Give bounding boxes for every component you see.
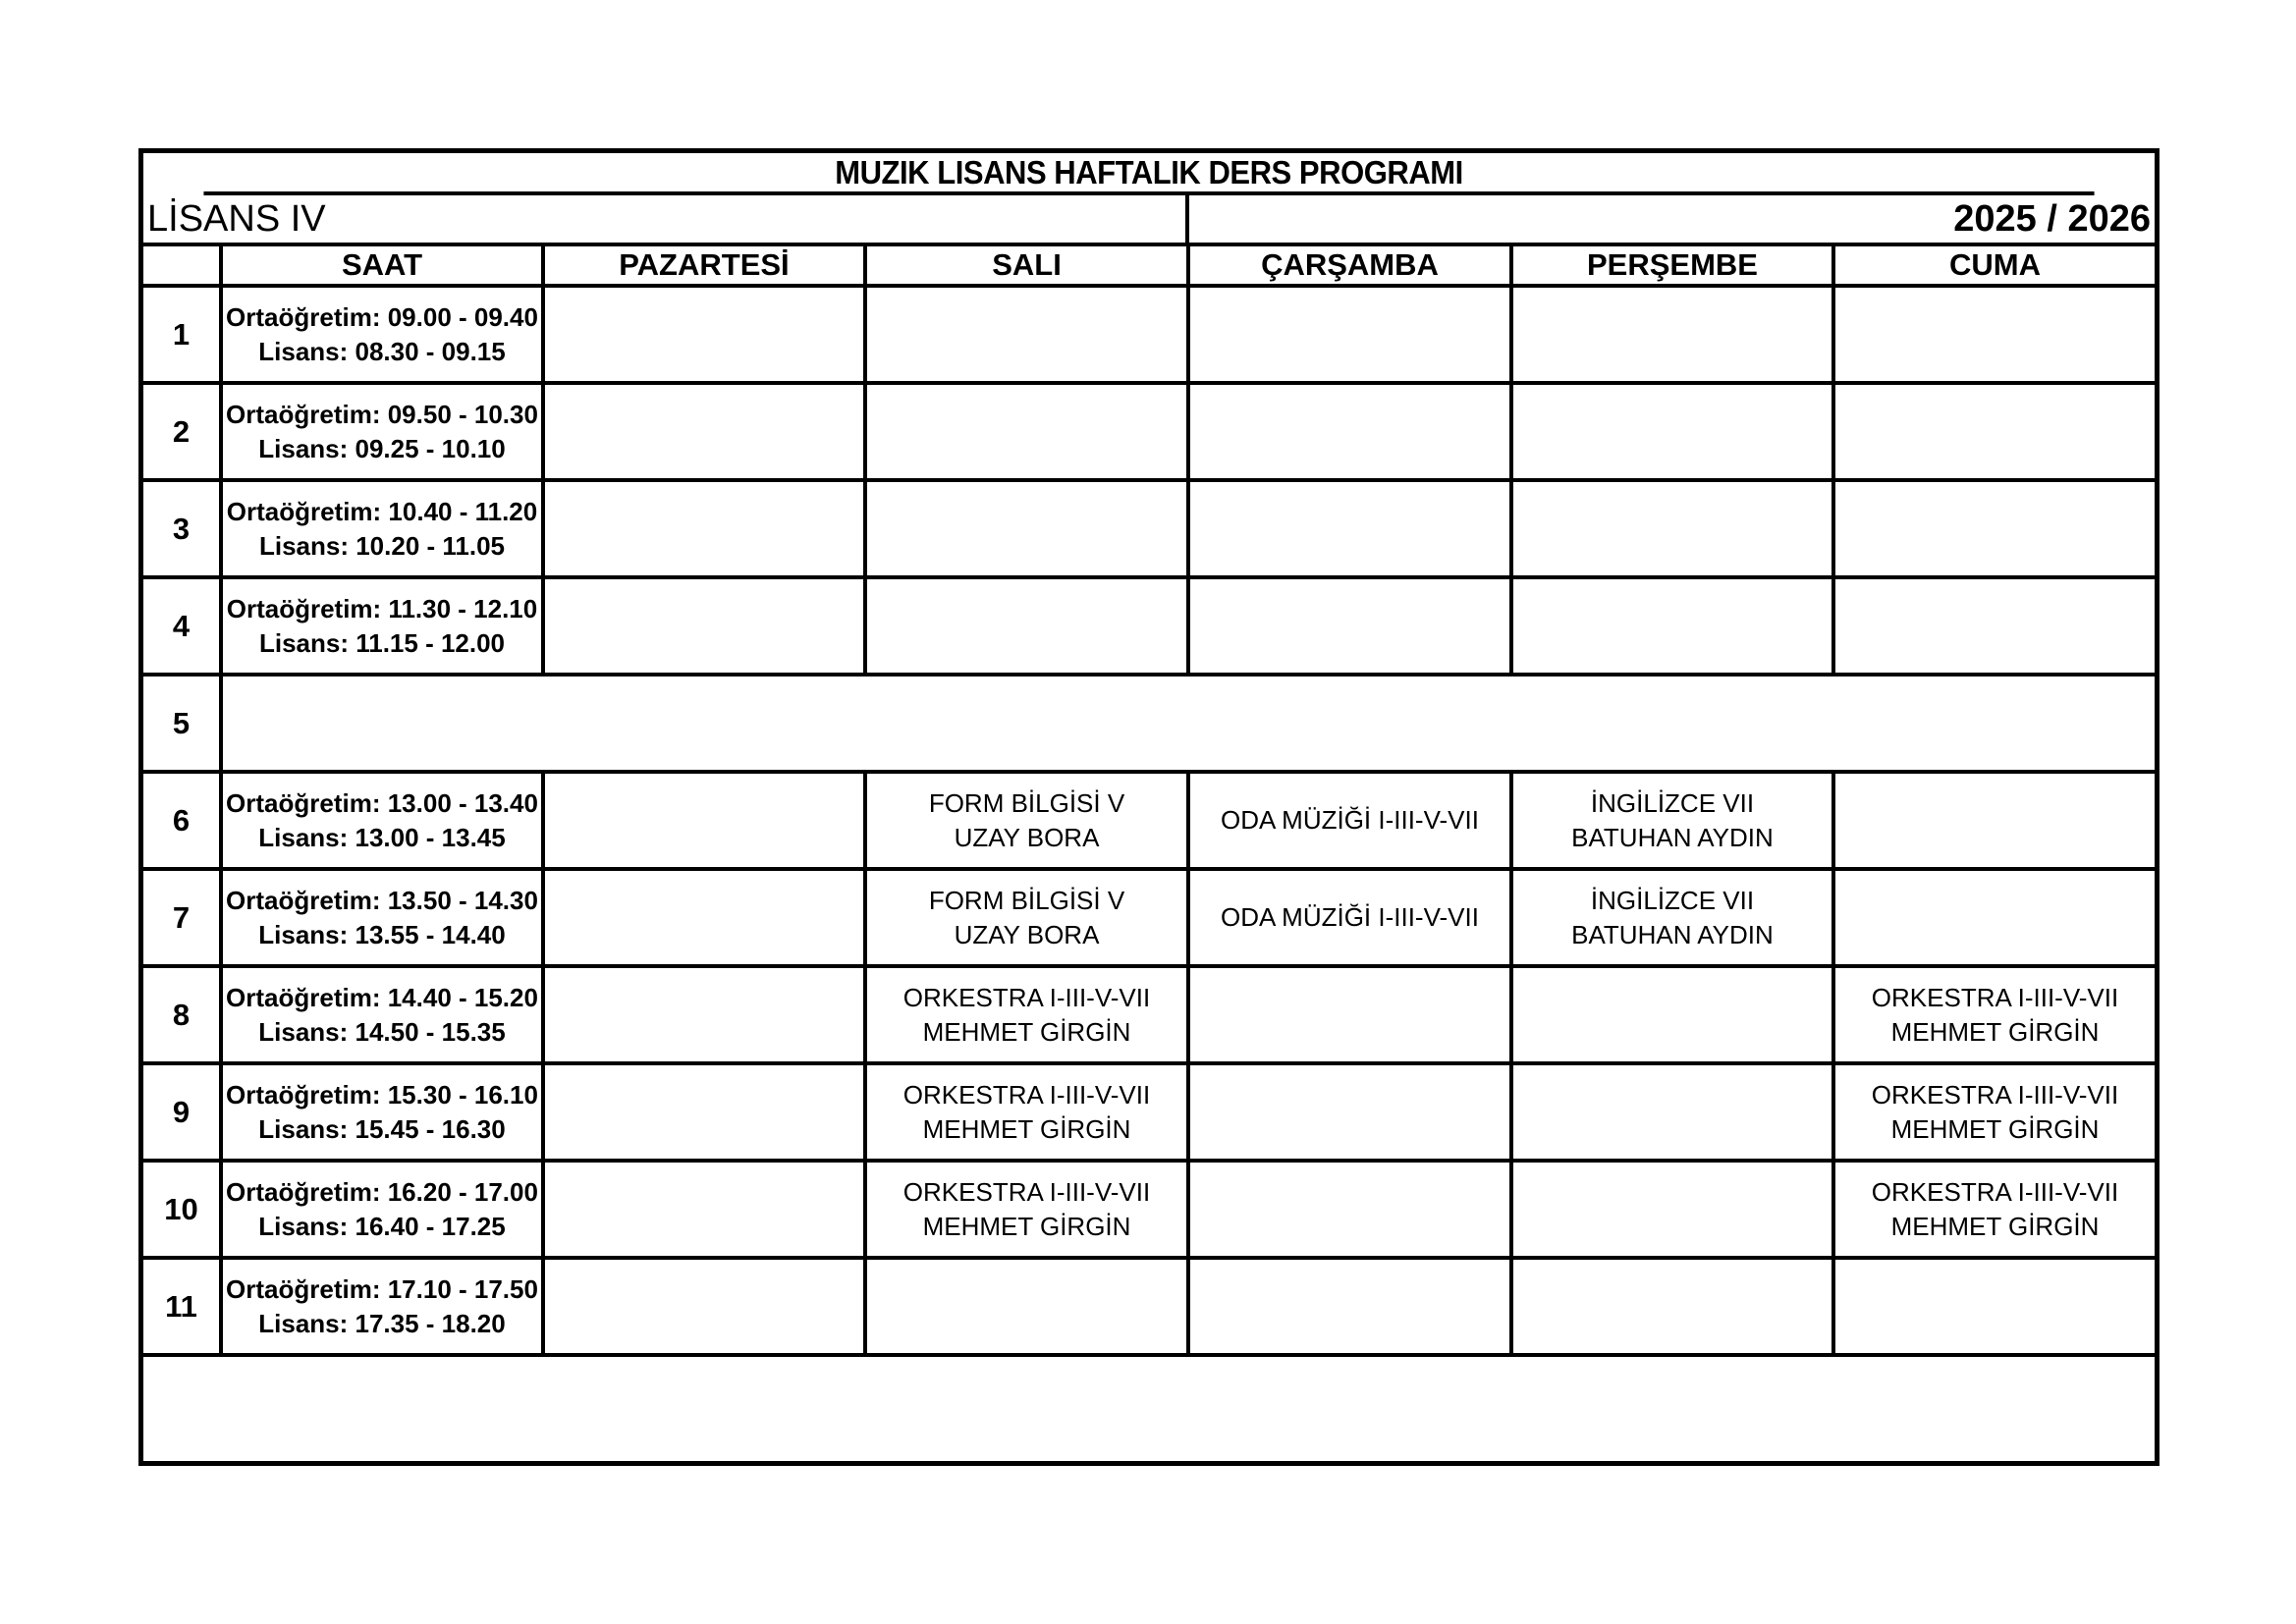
lesson-cell: [1511, 480, 1833, 577]
lesson-cell: [543, 383, 865, 480]
period-number: 6: [143, 772, 221, 869]
lesson-cell: [1833, 577, 2155, 675]
break-cell: [221, 675, 2155, 772]
lesson-cell: [1188, 869, 1511, 966]
table-row: [143, 772, 2155, 869]
table-row: [143, 286, 2155, 383]
header-num: [143, 246, 221, 286]
time-cell: [221, 383, 543, 480]
period-number: 3: [143, 480, 221, 577]
time-undergrad: Lisans: 16.40 - 17.25: [258, 1211, 506, 1241]
course-name: ORKESTRA I-III-V-VII: [1871, 982, 2119, 1012]
info-row: [143, 195, 2155, 246]
lesson-cell: [1511, 772, 1833, 869]
time-cell: [221, 1161, 543, 1258]
instructor-name: MEHMET GİRGİN: [1890, 1211, 2100, 1241]
course-name: ORKESTRA I-III-V-VII: [902, 1176, 1151, 1207]
lesson-cell: [865, 772, 1188, 869]
time-secondary-school: Ortaöğretim: 10.40 - 11.20: [226, 496, 538, 526]
course-name: ODA MÜZİĞİ I-III-V-VII: [1221, 805, 1479, 835]
lesson-cell: [1188, 383, 1511, 480]
table-row: [143, 966, 2155, 1063]
lesson-cell: [1511, 869, 1833, 966]
lesson-cell: [1188, 286, 1511, 383]
course-name: ORKESTRA I-III-V-VII: [1871, 1079, 2119, 1110]
time-undergrad: Lisans: 10.20 - 11.05: [258, 530, 506, 561]
academic-year: 2025 / 2026: [1953, 198, 2151, 240]
lesson-cell: [1188, 966, 1511, 1063]
lesson-cell: [543, 966, 865, 1063]
header-row: [143, 246, 2155, 286]
table-row: [143, 577, 2155, 675]
course-name: ORKESTRA I-III-V-VII: [902, 1079, 1151, 1110]
instructor-name: MEHMET GİRGİN: [1890, 1113, 2100, 1144]
lesson-cell: [1188, 480, 1511, 577]
time-undergrad: Lisans: 13.00 - 13.45: [258, 822, 506, 852]
time-undergrad: Lisans: 13.55 - 14.40: [258, 919, 506, 949]
lesson-cell: [865, 869, 1188, 966]
lesson-cell: [1188, 1161, 1511, 1258]
time-secondary-school: Ortaöğretim: 14.40 - 15.20: [226, 982, 538, 1012]
lesson-cell: [543, 1063, 865, 1161]
lesson-cell: [543, 577, 865, 675]
lesson-cell: [865, 383, 1188, 480]
time-cell: [221, 1258, 543, 1355]
lesson-cell: [1833, 383, 2155, 480]
lesson-cell: [1188, 772, 1511, 869]
time-secondary-school: Ortaöğretim: 15.30 - 16.10: [226, 1079, 538, 1110]
lesson-cell: [1188, 1063, 1511, 1161]
schedule-table: [143, 246, 2155, 1432]
lesson-cell: [543, 1258, 865, 1355]
schedule-body: [143, 286, 2155, 1432]
period-number: 4: [143, 577, 221, 675]
time-secondary-school: Ortaöğretim: 13.00 - 13.40: [226, 787, 538, 818]
time-undergrad: Lisans: 17.35 - 18.20: [258, 1308, 506, 1338]
lesson-cell: [1511, 1161, 1833, 1258]
lesson-cell: [1833, 1063, 2155, 1161]
time-secondary-school: Ortaöğretim: 16.20 - 17.00: [226, 1176, 538, 1207]
period-number: 10: [143, 1161, 221, 1258]
page-title: MUZIK LISANS HAFTALIK DERS PROGRAMI: [203, 153, 2094, 195]
table-row: [143, 869, 2155, 966]
time-undergrad: Lisans: 11.15 - 12.00: [258, 627, 506, 658]
instructor-name: UZAY BORA: [954, 822, 1100, 852]
course-name: ODA MÜZİĞİ I-III-V-VII: [1221, 902, 1479, 932]
footer-cell: [143, 1355, 2155, 1432]
instructor-name: MEHMET GİRGİN: [922, 1113, 1131, 1144]
lesson-cell: [543, 772, 865, 869]
lesson-cell: [865, 966, 1188, 1063]
period-number: 2: [143, 383, 221, 480]
instructor-name: MEHMET GİRGİN: [922, 1211, 1131, 1241]
instructor-name: BATUHAN AYDIN: [1571, 919, 1774, 949]
table-row: [143, 480, 2155, 577]
table-row: [143, 675, 2155, 772]
instructor-name: MEHMET GİRGİN: [922, 1016, 1131, 1047]
program-level: LİSANS IV: [143, 195, 1189, 243]
lesson-cell: [543, 869, 865, 966]
lesson-cell: [1511, 1258, 1833, 1355]
lesson-cell: [1511, 1063, 1833, 1161]
period-number: 1: [143, 286, 221, 383]
instructor-name: MEHMET GİRGİN: [1890, 1016, 2100, 1047]
lesson-cell: [1833, 869, 2155, 966]
course-name: FORM BİLGİSİ V: [928, 787, 1125, 818]
lesson-cell: [543, 480, 865, 577]
time-secondary-school: Ortaöğretim: 13.50 - 14.30: [226, 885, 538, 915]
lesson-cell: [1833, 1258, 2155, 1355]
lesson-cell: [1833, 966, 2155, 1063]
period-number: 9: [143, 1063, 221, 1161]
time-cell: [221, 577, 543, 675]
table-row: [143, 383, 2155, 480]
course-name: İNGİLİZCE VII: [1590, 885, 1755, 915]
period-number: 8: [143, 966, 221, 1063]
time-secondary-school: Ortaöğretim: 11.30 - 12.10: [226, 593, 538, 623]
table-row: [143, 1063, 2155, 1161]
header-day-cuma: CUMA: [1833, 246, 2155, 286]
schedule-sheet: [138, 148, 2159, 1466]
time-secondary-school: Ortaöğretim: 09.50 - 10.30: [226, 399, 538, 429]
course-name: ORKESTRA I-III-V-VII: [1871, 1176, 2119, 1207]
lesson-cell: [1511, 966, 1833, 1063]
lesson-cell: [1833, 772, 2155, 869]
header-day-sali: SALI: [865, 246, 1188, 286]
table-row: [143, 1258, 2155, 1355]
header-saat: SAAT: [221, 246, 543, 286]
lesson-cell: [1833, 286, 2155, 383]
lesson-cell: [1833, 1161, 2155, 1258]
lesson-cell: [543, 286, 865, 383]
period-number: 5: [143, 675, 221, 772]
header-day-persembe: PERŞEMBE: [1511, 246, 1833, 286]
course-name: FORM BİLGİSİ V: [928, 885, 1125, 915]
time-cell: [221, 1063, 543, 1161]
lesson-cell: [865, 480, 1188, 577]
lesson-cell: [865, 286, 1188, 383]
time-undergrad: Lisans: 08.30 - 09.15: [258, 336, 506, 366]
lesson-cell: [865, 577, 1188, 675]
header-day-carsamba: ÇARŞAMBA: [1188, 246, 1511, 286]
instructor-name: BATUHAN AYDIN: [1571, 822, 1774, 852]
lesson-cell: [865, 1258, 1188, 1355]
lesson-cell: [1833, 480, 2155, 577]
lesson-cell: [543, 1161, 865, 1258]
lesson-cell: [1188, 1258, 1511, 1355]
course-name: İNGİLİZCE VII: [1590, 787, 1755, 818]
period-number: 11: [143, 1258, 221, 1355]
time-cell: [221, 772, 543, 869]
lesson-cell: [1511, 577, 1833, 675]
course-name: ORKESTRA I-III-V-VII: [902, 982, 1151, 1012]
time-cell: [221, 286, 543, 383]
lesson-cell: [865, 1161, 1188, 1258]
time-undergrad: Lisans: 15.45 - 16.30: [258, 1113, 506, 1144]
lesson-cell: [1511, 383, 1833, 480]
lesson-cell: [1188, 577, 1511, 675]
time-cell: [221, 869, 543, 966]
time-undergrad: Lisans: 09.25 - 10.10: [258, 433, 506, 463]
period-number: 7: [143, 869, 221, 966]
time-secondary-school: Ortaöğretim: 17.10 - 17.50: [226, 1273, 538, 1304]
time-secondary-school: Ortaöğretim: 09.00 - 09.40: [226, 301, 538, 332]
instructor-name: UZAY BORA: [954, 919, 1100, 949]
table-row: [143, 1161, 2155, 1258]
time-cell: [221, 480, 543, 577]
lesson-cell: [865, 1063, 1188, 1161]
time-undergrad: Lisans: 14.50 - 15.35: [258, 1016, 506, 1047]
time-cell: [221, 966, 543, 1063]
footer-row: [143, 1355, 2155, 1432]
lesson-cell: [1511, 286, 1833, 383]
header-day-pazartesi: PAZARTESİ: [543, 246, 865, 286]
